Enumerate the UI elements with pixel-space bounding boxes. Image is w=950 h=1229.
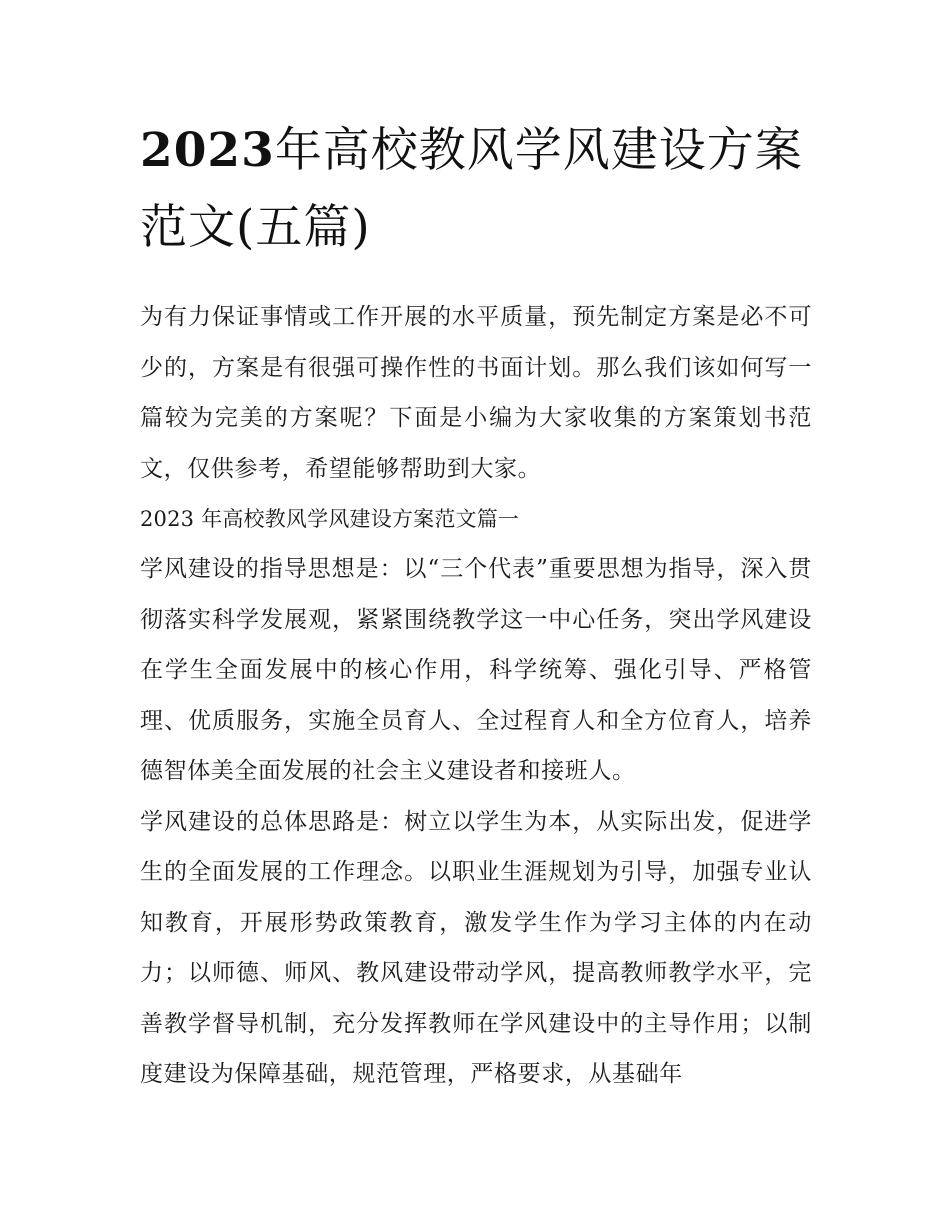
intro-paragraph: 为有力保证事情或工作开展的水平质量，预先制定方案是必不可少的，方案是有很强可操作性的书面计划。那么我们该如何写一篇较为完美的方案呢？下面是小编为大家收集的方案策划书范文，仅供参考，希望能够帮助到大家。 [140,304,812,482]
paragraph-overall-approach: 学风建设的总体思路是：树立以学生为本，从实际出发，促进学生的全面发展的工作理念。以职业生涯规划为引导，加强专业认知教育，开展形势政策教育，激发学生作为学习主体的内在动力；以师德、师风、教风建设带动学风，提高教师教学水平，完善教学督导机制，充分发挥教师在学风建设中的主导作用；以制度建设为保障基础，规范管理，严格要求，从基础年 [140,808,812,1087]
title-year: 2023 [140,123,275,178]
document-body [140,112,812,1100]
title-text: 年高校教风学风建设方案范文(五篇) [140,123,803,255]
paragraph-guiding-ideology: 学风建设的指导思想是：以“三个代表”重要思想为指导，深入贯彻落实科学发展观，紧紧围绕教学这一中心任务，突出学风建设在学生全面发展中的核心作用，科学统筹、强化引导、严格管理、优质服务，实施全员育人、全过程育人和全方位育人，培养德智体美全面发展的社会主义建设者和接班人。 [140,556,812,784]
section-heading: 2023 年高校教风学风建设方案范文篇一 [140,507,520,531]
document-title [140,112,812,266]
